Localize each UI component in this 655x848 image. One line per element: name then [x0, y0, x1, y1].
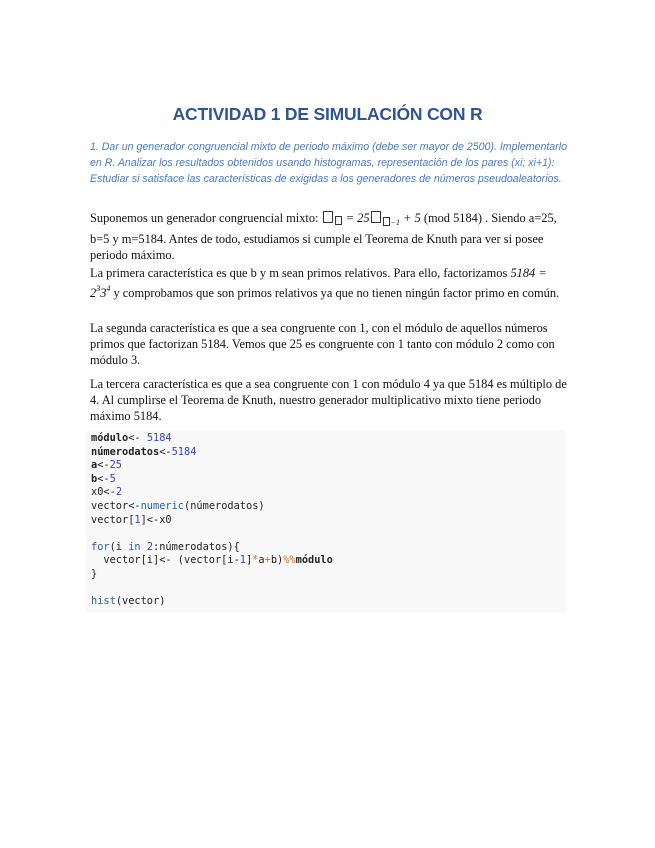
code-token: + [264, 554, 271, 567]
code-token: <- [159, 445, 172, 458]
code-token: <- [128, 432, 147, 444]
formula-text: = 25 [342, 211, 370, 225]
text: (mod 5184) . Siendo a=25, b=5 y m=5184. Antes de todo, estudiamos si cumple el Teorema de Knuth para ver si posee periodo máximo. [90, 211, 557, 262]
code-token: 5 [109, 472, 116, 485]
formula-text: 5184 = 2 [90, 266, 547, 300]
code-line [91, 459, 566, 473]
code-token: x0 [91, 486, 104, 499]
code-token: <- [97, 472, 110, 485]
text: La primera característica es que b y m sean primos relativos. Para ello, factorizamos [90, 266, 511, 280]
code-token: 25 [109, 459, 123, 472]
text: y comprobamos que son primos relativos ya que no tienen ningún factor primo en común. [110, 286, 560, 300]
missing-glyph-icon [335, 216, 342, 225]
code-line [91, 541, 566, 555]
code-token: 1 [134, 513, 141, 526]
code-token: * [252, 554, 259, 567]
formula-subscript [382, 218, 400, 227]
code-token: (vector) [115, 595, 166, 608]
code-token: ]<-x0 [140, 513, 172, 526]
paragraph-first-condition [90, 265, 570, 301]
missing-glyph-icon [383, 217, 390, 226]
code-line [91, 568, 566, 582]
code-token: <- [103, 486, 116, 499]
code-token: 2 [115, 486, 123, 499]
code-token: a [91, 459, 98, 472]
code-token: <- [128, 499, 141, 512]
exercise-statement: 1. Dar un generador congruencial mixto de periodo máximo (debe ser mayor de 2500). Implementarlo en R. Analizar los resultados obtenidos usando histogramas, representación de los pares (xi; xi+1): Estudiar si satisface las características de exigidas a los generadores de números pseudoaleatorios. [90, 141, 567, 185]
code-line-blank [91, 582, 566, 596]
page-title: ACTIVIDAD 1 DE SIMULACIÓN CON R [172, 104, 483, 124]
missing-glyph-icon [371, 211, 381, 223]
code-token: a [258, 554, 265, 567]
code-token: módulo [91, 432, 129, 444]
text: Suponemos un generador congruencial mixto: [90, 211, 322, 225]
code-line [91, 432, 566, 446]
code-token: <- [97, 459, 110, 472]
code-token: 2 [146, 540, 154, 553]
code-token: hist [91, 595, 116, 608]
code-token: ] [246, 554, 253, 567]
formula-text: −1 [390, 218, 400, 227]
code-token: for [91, 540, 110, 553]
code-token: b [91, 472, 98, 485]
code-token: númerodatos [91, 445, 160, 458]
code-line [91, 595, 566, 609]
paragraph-generator [90, 210, 570, 263]
code-line [91, 514, 566, 528]
code-line [91, 473, 566, 487]
code-token: :númerodatos){ [153, 540, 240, 553]
code-token: 1 [239, 554, 246, 567]
paragraph-second-condition: La segunda característica es que a sea congruente con 1, con el módulo de aquellos números primos que factorizan 5184. Vemos que 25 es congruente con 1 tanto con módulo 2 como con módulo 3. [90, 321, 555, 367]
formula-text: 3 [100, 286, 107, 300]
code-token: } [91, 567, 98, 580]
code-token: vector[ [91, 513, 135, 526]
code-listing [86, 432, 566, 609]
code-token: módulo [295, 554, 333, 567]
code-line-blank [91, 527, 566, 541]
code-token: vector[i]<- (vector[i- [91, 554, 240, 567]
formula-text: + 5 [399, 211, 421, 225]
code-token: in [128, 540, 141, 553]
code-line [91, 554, 566, 568]
code-line [91, 486, 566, 500]
code-line [91, 446, 566, 460]
code-token: %% [283, 554, 296, 567]
code-line [91, 500, 566, 514]
missing-glyph-icon [323, 211, 333, 223]
formula-exponent: 4 [106, 284, 111, 293]
formula-recurrence [322, 211, 421, 225]
code-token: numeric [140, 499, 185, 512]
r-code-block [86, 431, 566, 613]
paragraph-third-condition: La tercera característica es que a sea congruente con 1 con módulo 4 ya que 5184 es múltiplo de 4. Al cumplirse el Teorema de Knuth, nuestro generador multiplicativo mixto tiene periodo máximo 5184. [90, 377, 567, 423]
code-token: 5184 [146, 432, 172, 444]
code-token: 5184 [171, 445, 197, 458]
code-token: (i [109, 540, 129, 553]
code-token: b) [270, 554, 284, 567]
formula-exponent: 3 [96, 284, 101, 293]
code-token: vector [91, 499, 129, 512]
code-token: (númerodatos) [184, 499, 265, 512]
